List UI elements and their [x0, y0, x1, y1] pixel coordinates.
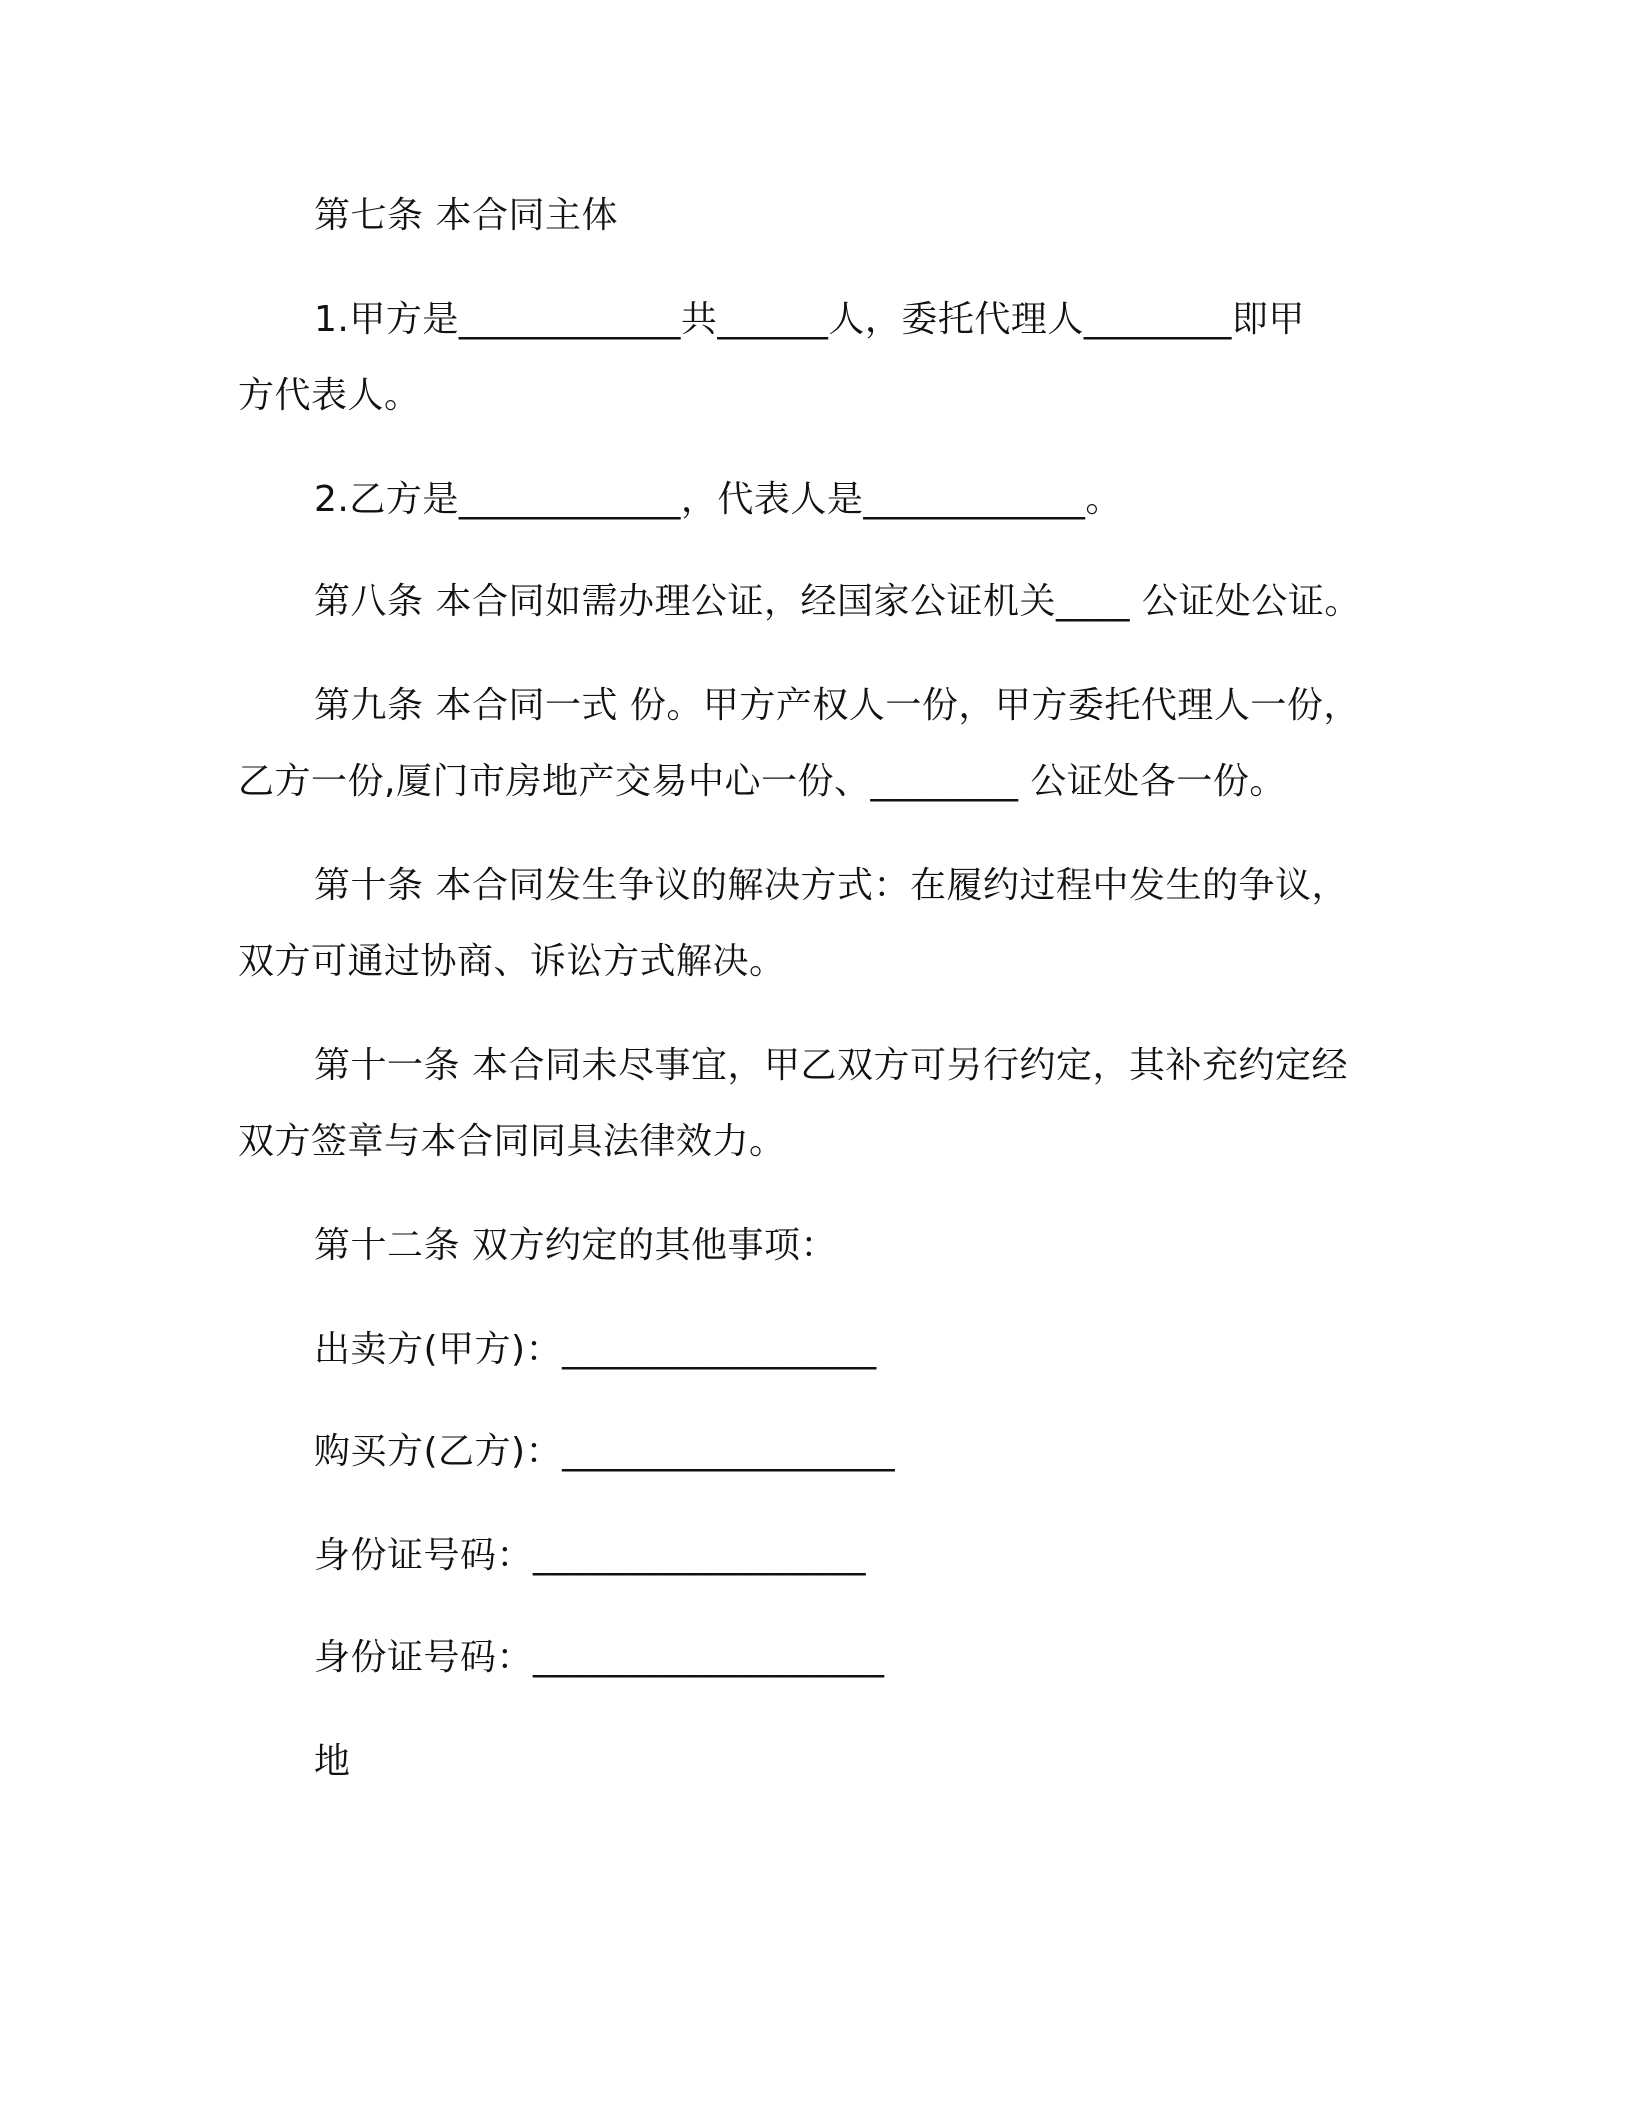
seller-id-number-line: 身份证号码：__________________ — [314, 1535, 867, 1576]
buyer-id-number-line: 身份证号码：___________________ — [314, 1637, 885, 1678]
address-label: 地 — [314, 1741, 351, 1782]
article-11-line-1: 第十一条 本合同未尽事宜，甲乙双方可另行约定，其补充约定经 — [314, 1045, 1348, 1086]
article-11-line-2: 双方签章与本合同同具法律效力。 — [238, 1121, 786, 1162]
article-9-line-1: 第九条 本合同一式 份。甲方产权人一份，甲方委托代理人一份， — [314, 685, 1360, 726]
party-a-clause-line-1: 1.甲方是____________共______人，委托代理人________即甲 — [314, 299, 1305, 340]
party-a-clause-line-2: 方代表人。 — [238, 375, 421, 416]
article-9-line-2: 乙方一份,厦门市房地产交易中心一份、________ 公证处各一份。 — [238, 761, 1286, 802]
article-7-heading: 第七条 本合同主体 — [314, 195, 618, 236]
article-10-line-2: 双方可通过协商、诉讼方式解决。 — [238, 941, 786, 982]
seller-signature-line: 出卖方(甲方)：_________________ — [314, 1329, 877, 1370]
buyer-signature-line: 购买方(乙方)：__________________ — [314, 1431, 896, 1472]
party-b-clause: 2.乙方是____________，代表人是____________。 — [314, 479, 1122, 520]
article-10-line-1: 第十条 本合同发生争议的解决方式：在履约过程中发生的争议， — [314, 865, 1348, 906]
article-12-heading: 第十二条 双方约定的其他事项： — [314, 1225, 837, 1266]
article-8-notarization: 第八条 本合同如需办理公证，经国家公证机关____ 公证处公证。 — [314, 581, 1361, 622]
